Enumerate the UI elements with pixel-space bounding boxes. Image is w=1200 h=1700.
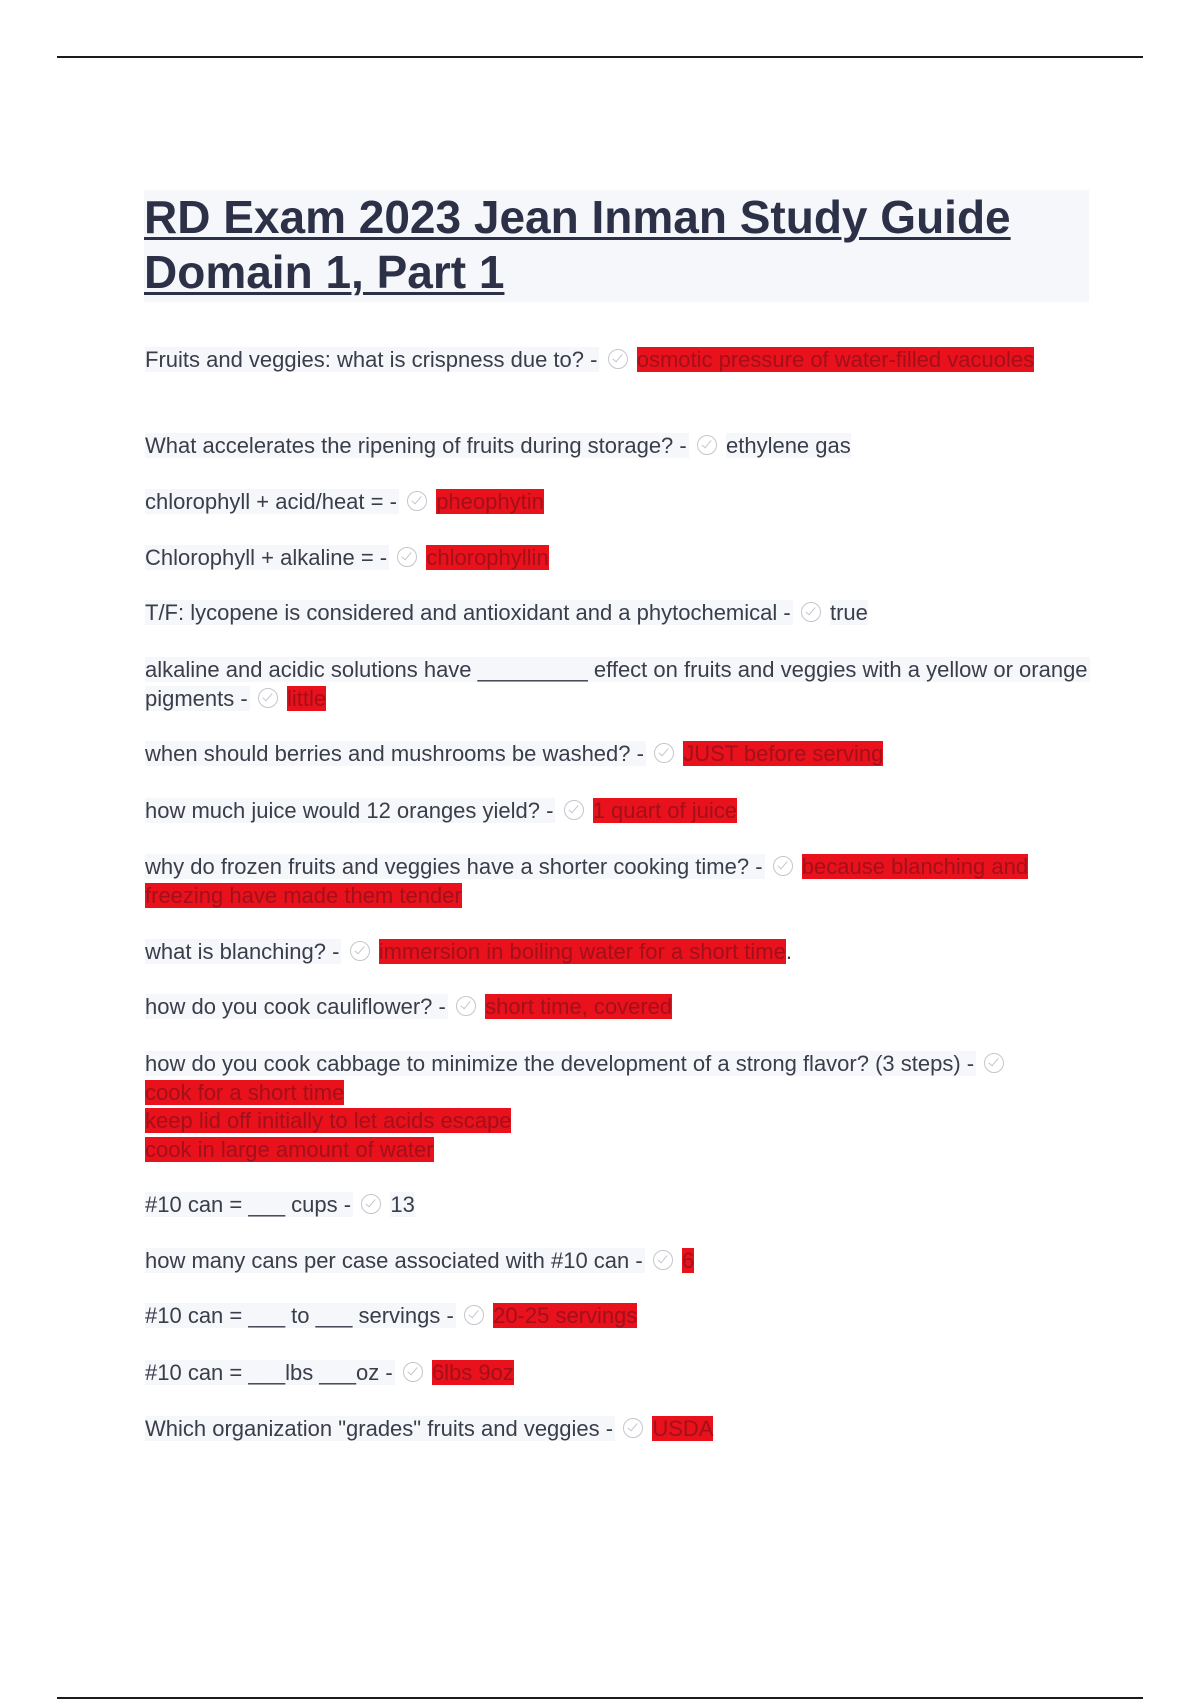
check-circle-icon <box>456 996 476 1016</box>
answer-highlight: osmotic pressure of water-filled vacuoles <box>636 347 1035 372</box>
question-text: why do frozen fruits and veggies have a shorter cooking time? - <box>145 854 763 879</box>
check-circle-icon <box>984 1053 1004 1073</box>
answer-highlight: little <box>286 685 327 711</box>
check-circle-icon <box>397 547 417 567</box>
footer-rule <box>57 1697 1143 1699</box>
title-line-2: Domain 1, Part 1 <box>144 246 505 298</box>
answer-highlight: JUST before serving <box>683 741 884 766</box>
qa-item <box>145 488 1090 517</box>
question-text: alkaline and acidic solutions have _________ effect on fruits and veggies with a yellow or orange pigments - <box>145 657 1088 711</box>
check-circle-icon <box>258 688 278 708</box>
question-text: what is blanching? - <box>145 939 340 964</box>
answer-highlight: immersion in boiling water for a short time <box>378 939 786 964</box>
qa-item <box>145 544 1090 573</box>
question-text: #10 can = ___ cups - <box>145 1192 352 1217</box>
question-text: #10 can = ___ to ___ servings - <box>145 1303 454 1328</box>
answer-highlight: cook in large amount of water <box>145 1136 434 1162</box>
question-text: how many cans per case associated with #10 can - <box>145 1248 643 1273</box>
question-text: how much juice would 12 oranges yield? - <box>145 798 554 823</box>
check-circle-icon <box>350 941 370 961</box>
question-text: Chlorophyll + alkaline = - <box>145 545 388 570</box>
answer-text: true <box>829 600 868 625</box>
question-text: #10 can = ___lbs ___oz - <box>145 1360 393 1385</box>
qa-item <box>145 346 1090 375</box>
qa-item <box>145 1415 1090 1444</box>
check-circle-icon <box>654 743 674 763</box>
title-line-1: RD Exam 2023 Jean Inman Study Guide <box>144 191 1011 243</box>
check-circle-icon <box>697 435 717 455</box>
check-circle-icon <box>801 602 821 622</box>
qa-item <box>145 740 1090 769</box>
check-circle-icon <box>653 1250 673 1270</box>
check-circle-icon <box>564 800 584 820</box>
answer-text: ethylene gas <box>725 433 851 458</box>
check-circle-icon <box>623 1418 643 1438</box>
answer-highlight: pheophytin <box>436 489 544 514</box>
answer-highlight: 6 <box>681 1248 695 1273</box>
qa-item <box>145 656 1090 713</box>
check-circle-icon <box>361 1194 381 1214</box>
answer-highlight: because blanching and freezing have made them tender <box>145 854 1029 908</box>
qa-item <box>145 1247 1090 1276</box>
question-text: when should berries and mushrooms be washed? - <box>145 741 644 766</box>
question-text: What accelerates the ripening of fruits during storage? - <box>145 433 687 458</box>
answer-highlight: keep lid off initially to let acids escape <box>145 1108 512 1133</box>
answer-suffix: . <box>785 939 792 964</box>
document-title <box>144 190 1089 300</box>
answer-text: 13 <box>390 1192 415 1217</box>
check-circle-icon <box>407 491 427 511</box>
answer-highlight: USDA <box>652 1416 714 1441</box>
question-text: T/F: lycopene is considered and antioxidant and a phytochemical - <box>145 600 791 625</box>
qa-item <box>145 599 1090 628</box>
answer-highlight: short time, covered <box>485 994 673 1019</box>
qa-item <box>145 938 1090 967</box>
answer-highlight: chlorophyllin <box>426 545 549 570</box>
answer-highlight: cook for a short time <box>145 1079 345 1105</box>
answer-highlight: 20-25 servings <box>493 1303 638 1328</box>
qa-item <box>145 432 1090 461</box>
check-circle-icon <box>608 349 628 369</box>
qa-item <box>145 1050 1090 1164</box>
qa-item <box>145 853 1090 910</box>
answer-highlight: 6lbs 9oz <box>431 1360 514 1385</box>
answer-highlight: 1 quart of juice <box>592 798 738 823</box>
question-text: chlorophyll + acid/heat = - <box>145 489 397 514</box>
check-circle-icon <box>403 1362 423 1382</box>
question-text: how do you cook cauliflower? - <box>145 994 446 1019</box>
question-text: how do you cook cabbage to minimize the development of a strong flavor? (3 steps) - <box>145 1051 975 1076</box>
check-circle-icon <box>464 1305 484 1325</box>
check-circle-icon <box>773 856 793 876</box>
qa-item <box>145 1191 1090 1220</box>
qa-item <box>145 1302 1090 1331</box>
question-text: Which organization "grades" fruits and veggies - <box>145 1416 614 1441</box>
question-text: Fruits and veggies: what is crispness due to? - <box>145 347 598 372</box>
qa-item <box>145 797 1090 826</box>
header-rule <box>57 56 1143 58</box>
title-block <box>144 190 1089 302</box>
qa-item <box>145 1359 1090 1388</box>
qa-item <box>145 993 1090 1022</box>
